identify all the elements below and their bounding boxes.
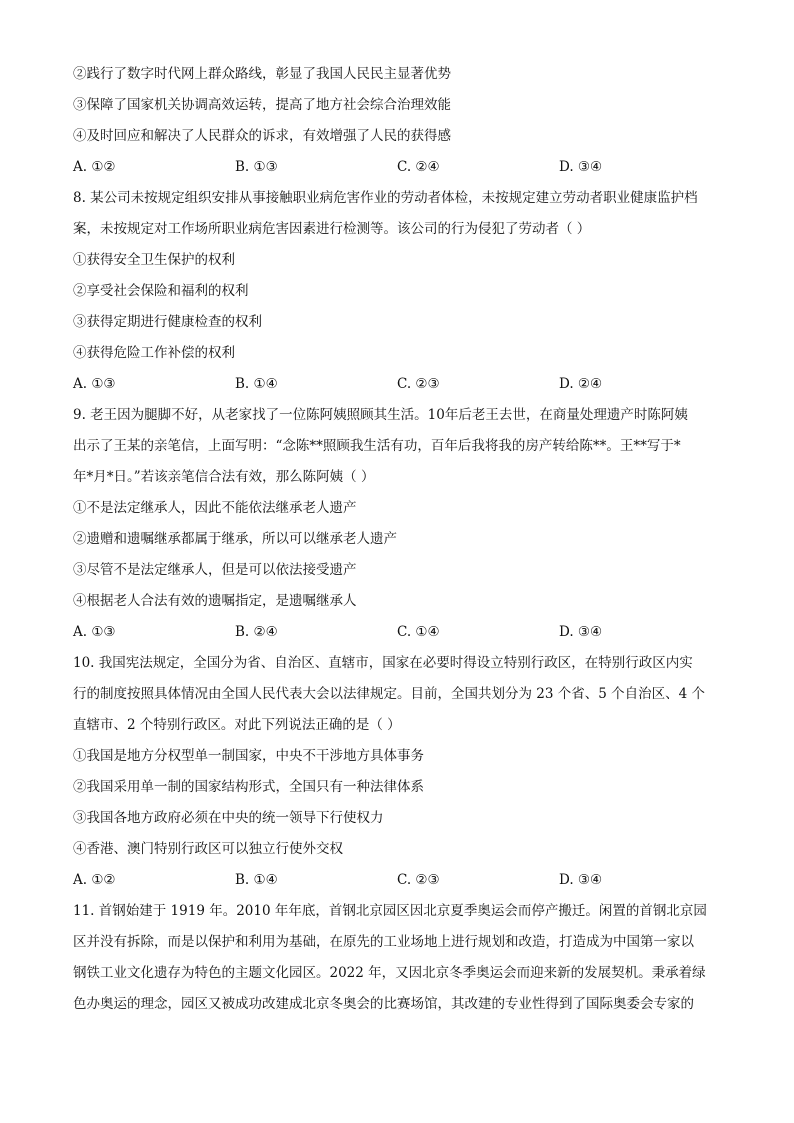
statement-3: ③我国各地方政府必须在中央的统一领导下行使权力: [73, 810, 384, 826]
option-d: D. ③④: [559, 872, 603, 888]
option-a: A. ①②: [73, 159, 116, 175]
question-10: [73, 653, 723, 901]
option-b: B. ①④: [235, 872, 278, 888]
statement-4: ④获得危险工作补偿的权利: [73, 345, 235, 361]
statement-1: ①不是法定继承人，因此不能依法继承老人遗产: [73, 500, 357, 516]
option-b: B. ①③: [235, 159, 278, 175]
question-9: [73, 405, 723, 653]
statement-4: ④根据老人合法有效的遗嘱指定，是遗嘱继承人: [73, 593, 357, 609]
question-stem-line: 色办奥运的理念，园区又被成功改建成北京冬奥会的比赛场馆，其改建的专业性得到了国际奥委会专家的: [73, 996, 694, 1012]
statement-3: ③尽管不是法定继承人，但是可以依法接受遗产: [73, 562, 357, 578]
question-stem-line: 10. 我国宪法规定，全国分为省、自治区、直辖市，国家在必要时得设立特别行政区，在特别行政区内实: [73, 655, 693, 671]
statement-2: ②我国采用单一制的国家结构形式，全国只有一种法律体系: [73, 779, 424, 795]
answer-options: [73, 374, 723, 405]
option-d: D. ②④: [559, 376, 603, 392]
statement-2: ②享受社会保险和福利的权利: [73, 283, 249, 299]
question-stem-line: 钢铁工业文化遗存为特色的主题文化园区。2022 年，又因北京冬季奥运会而迎来新的发展契机。秉承着绿: [73, 965, 706, 981]
question-7-continuation: [73, 64, 723, 188]
option-b: B. ①④: [235, 376, 278, 392]
option-c: C. ①④: [397, 624, 440, 640]
question-stem-line: 区并没有拆除，而是以保护和利用为基础，在原先的工业场地上进行规划和改造，打造成为中国第一家以: [73, 934, 694, 950]
question-stem-line: 11. 首钢始建于 1919 年。2010 年年底，首钢北京园区因北京夏季奥运会而停产搬迁。闲置的首钢北京园: [73, 903, 707, 919]
question-stem-line: 直辖市、2 个特别行政区。对此下列说法正确的是（ ）: [73, 717, 401, 733]
question-stem-line: 案，未按规定对工作场所职业病危害因素进行检测等。该公司的行为侵犯了劳动者（ ）: [73, 221, 591, 237]
statement-4: ④及时回应和解决了人民群众的诉求，有效增强了人民的获得感: [73, 128, 451, 144]
statement-2: ②践行了数字时代网上群众路线，彰显了我国人民民主显著优势: [73, 66, 451, 82]
question-stem-line: 出示了王某的亲笔信，上面写明：“念陈**照顾我生活有功，百年后我将我的房产转给陈**。王**写于*: [73, 438, 681, 454]
option-a: A. ①②: [73, 872, 116, 888]
option-d: D. ③④: [559, 624, 603, 640]
option-c: C. ②③: [397, 376, 440, 392]
statement-4: ④香港、澳门特别行政区可以独立行使外交权: [73, 841, 343, 857]
option-d: D. ③④: [559, 159, 603, 175]
statement-2: ②遗赠和遗嘱继承都属于继承，所以可以继承老人遗产: [73, 531, 397, 547]
option-a: A. ①③: [73, 624, 116, 640]
question-stem-line: 行的制度按照具体情况由全国人民代表大会以法律规定。目前，全国共划分为 23 个省、5 个自治区、4 个: [73, 686, 706, 702]
exam-page: [73, 64, 723, 1025]
option-a: A. ①③: [73, 376, 116, 392]
answer-options: [73, 622, 723, 653]
statement-1: ①我国是地方分权型单一制国家，中央不干涉地方具体事务: [73, 748, 424, 764]
question-stem-line: 9. 老王因为腿脚不好，从老家找了一位陈阿姨照顾其生活。10年后老王去世，在商量处理遗产时陈阿姨: [73, 407, 688, 423]
option-c: C. ②③: [397, 872, 440, 888]
question-stem-line: 年*月*日。”若该亲笔信合法有效，那么陈阿姨（ ）: [73, 469, 375, 485]
option-c: C. ②④: [397, 159, 440, 175]
answer-options: [73, 157, 723, 188]
statement-3: ③保障了国家机关协调高效运转，提高了地方社会综合治理效能: [73, 97, 451, 113]
answer-options: [73, 870, 723, 901]
question-8: [73, 188, 723, 405]
statement-1: ①获得安全卫生保护的权利: [73, 252, 235, 268]
option-b: B. ②④: [235, 624, 278, 640]
question-stem-line: 8. 某公司未按规定组织安排从事接触职业病危害作业的劳动者体检，未按规定建立劳动者职业健康监护档: [73, 190, 698, 206]
question-11: [73, 901, 723, 1025]
statement-3: ③获得定期进行健康检查的权利: [73, 314, 262, 330]
